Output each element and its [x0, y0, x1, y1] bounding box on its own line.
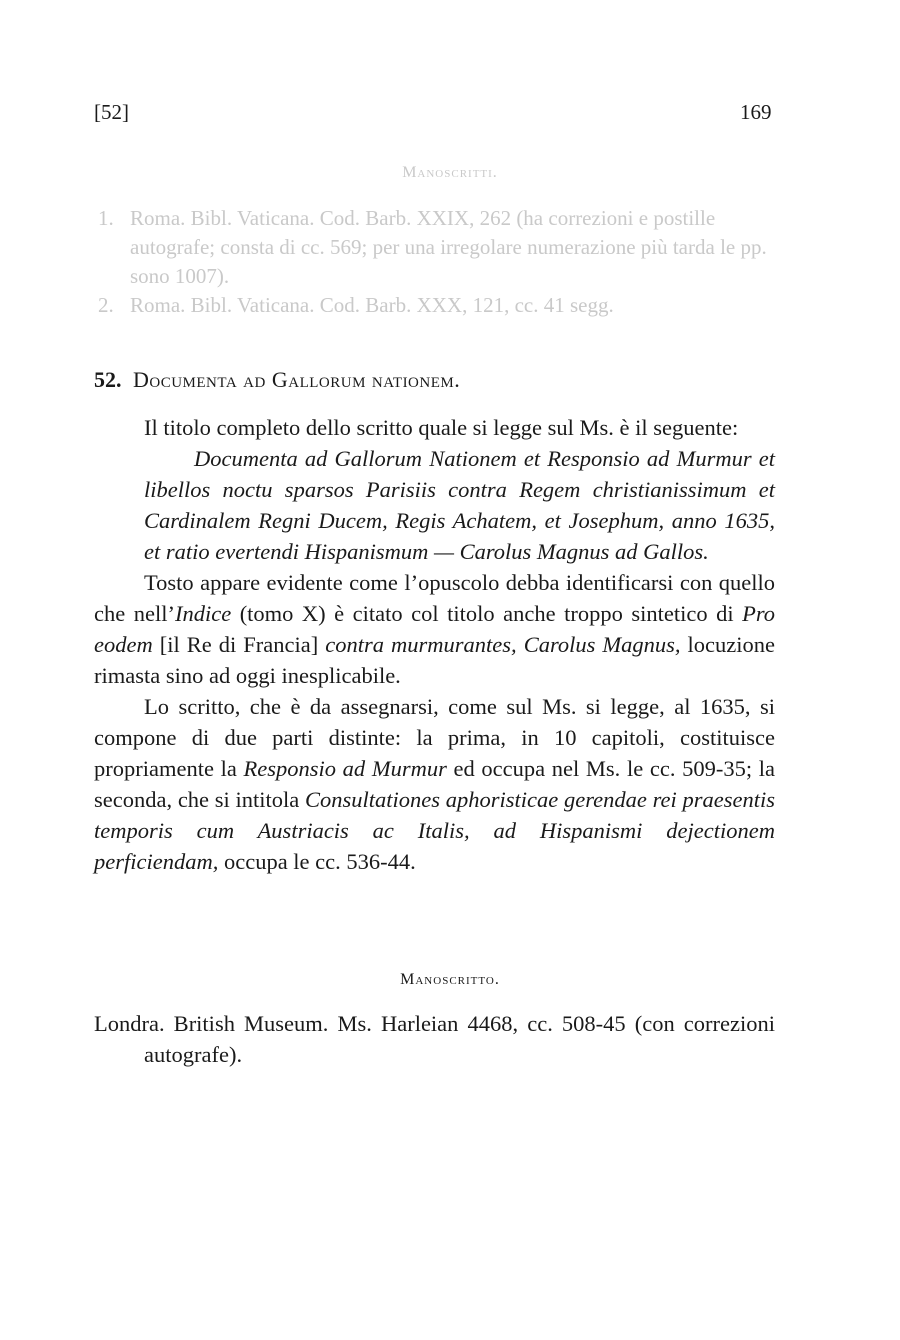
list-item-text: Roma. Bibl. Vaticana. Cod. Barb. XXX, 121, cc. 41 segg. — [130, 293, 614, 317]
paragraph — [94, 691, 775, 877]
manuscript-heading: Manoscritto. — [400, 971, 500, 988]
text-run: Tosto appare evidente come l’opuscolo debba identificarsi con quello che nell’ — [94, 570, 775, 626]
previous-section-heading: Manoscritti. — [402, 164, 498, 181]
body-text — [94, 412, 775, 877]
list-item-number: 2. — [98, 293, 114, 317]
italic-run: Responsio ad Murmur — [243, 756, 447, 781]
text-run: locuzione rimasta sino ad oggi inesplicabile. — [94, 632, 775, 688]
text-run: (tomo X) è citato col titolo anche troppo sintetico di — [231, 601, 743, 626]
section-number: 52. — [94, 367, 122, 392]
section-heading — [94, 367, 460, 393]
previous-section-list — [98, 204, 778, 320]
list-item — [98, 204, 778, 291]
italic-run: contra murmurantes, Carolus Magnus, — [325, 632, 681, 657]
paragraph — [94, 567, 775, 691]
text-run: occupa le cc. 536-44. — [218, 849, 416, 874]
text-run: [il Re di Francia] — [152, 632, 326, 657]
page-label: [52] — [94, 100, 129, 124]
page-number: 169 — [740, 100, 772, 124]
full-title-quote: Documenta ad Gallorum Nationem et Responsio ad Murmur et libellos noctu sparsos Parisiis contra Regem christianissimum et Cardinalem Regni Ducem, Regis Achatem, et Josephum, anno 1635, et ratio evertendi Hispanismum — Carolus Magnus ad Gallos. — [144, 446, 775, 564]
italic-run: Consultationes aphoristicae gerendae rei praesentis temporis cum Austriacis ac Italis, ad Hispanismi dejectionem perficiendam, — [94, 787, 775, 874]
italic-run: Indice — [174, 601, 232, 626]
manuscript-entry: Londra. British Museum. Ms. Harleian 4468, cc. 508-45 (con correzioni autografe). — [94, 1011, 775, 1067]
list-item-number: 1. — [98, 206, 114, 230]
list-item-text: Roma. Bibl. Vaticana. Cod. Barb. XXIX, 262 (ha correzioni e postille autografe; consta di cc. 569; per una irregolare numerazione più tarda le pp. sono 1007). — [130, 206, 767, 288]
italic-run: Pro eodem — [94, 601, 775, 657]
section-title: Documenta ad Gallorum nationem. — [133, 367, 461, 392]
intro-paragraph: Il titolo completo dello scritto quale si legge sul Ms. è il seguente: — [144, 415, 739, 440]
text-run: Lo scritto, che è da assegnarsi, come sul Ms. si legge, al 1635, si compone di due parti distinte: la prima, in 10 capitoli, costituisce propriamente la — [94, 694, 775, 781]
text-run: ed occupa nel Ms. le cc. 509-35; la seconda, che si intitola — [94, 756, 776, 812]
list-item — [98, 291, 778, 320]
